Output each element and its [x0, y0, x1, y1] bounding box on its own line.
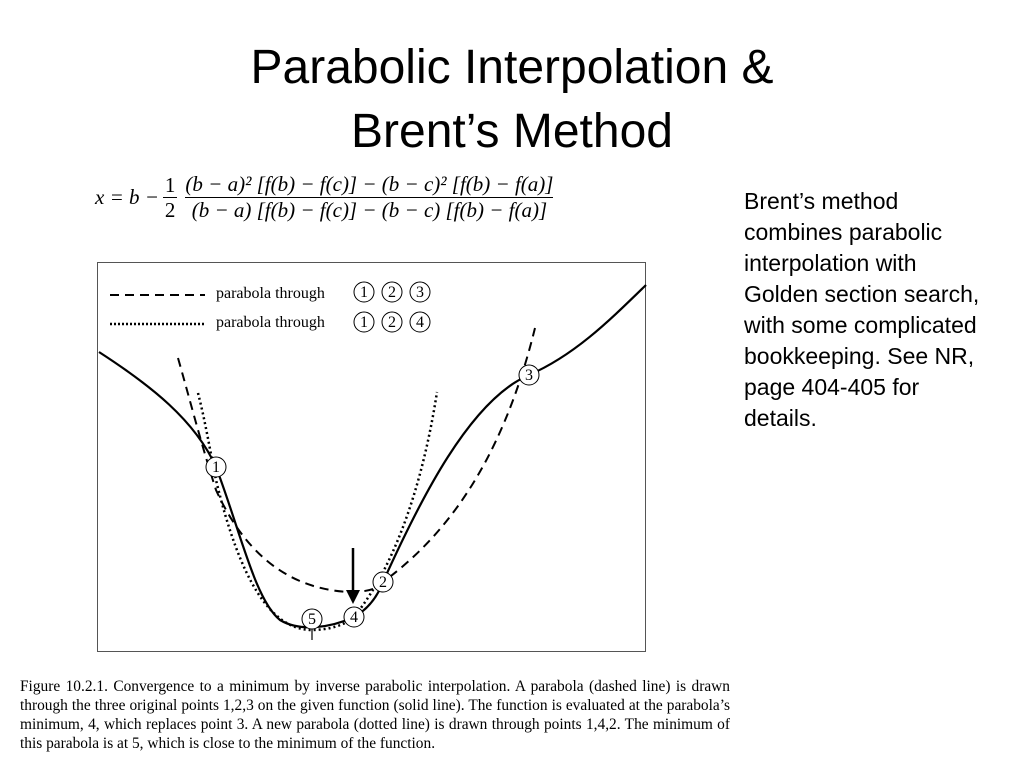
side-text: Brent’s method combines parabolic interpolation with Golden section search, with some complicated bookkeeping. See NR, page 404-405 for details.: [744, 188, 980, 431]
legend-1-point-1-label: 1: [360, 284, 368, 301]
point-3-label: 3: [525, 367, 533, 384]
formula-numerator: (b − a)² [f(b) − f(c)] − (b − c)² [f(b) − f(a)]: [185, 172, 554, 196]
formula-denominator: (b − a) [f(b) − f(c)] − (b − c) [f(b) − f(a)]: [191, 198, 548, 222]
legend-1-point-3-label: 3: [416, 284, 424, 301]
dotted-parabola: [198, 392, 437, 630]
legend-2-point-4-label: 4: [416, 314, 424, 331]
legend-1-point-2-label: 2: [388, 284, 396, 301]
legend-label-1: parabola through: [216, 285, 325, 302]
coef-denominator: 2: [164, 198, 176, 222]
point-5-label: 5: [308, 611, 316, 628]
title-line-1: Parabolic Interpolation &: [250, 41, 774, 94]
arrow-head-icon: [346, 590, 360, 604]
title-line-2: Brent’s Method: [351, 105, 673, 158]
figure-caption: Figure 10.2.1. Convergence to a minimum by inverse parabolic interpolation. A parabola (dashed line) is drawn through the three original points 1,2,3 on the given function (solid line). The function is evaluated at the parabola’s minimum, 4, which replaces point 3. A new parabola (dotted line) is drawn through points 1,4,2. The minimum of this parabola is at 5, which is close to the minimum of the function.: [20, 678, 730, 752]
legend-2-point-1-label: 1: [360, 314, 368, 331]
dashed-parabola: [178, 328, 535, 592]
coef-numerator: 1: [164, 173, 176, 197]
point-1-label: 1: [212, 459, 220, 476]
point-2-label: 2: [379, 574, 387, 591]
legend-2-point-2-label: 2: [388, 314, 396, 331]
function-curve: [99, 285, 646, 627]
formula-lhs: x = b −: [95, 185, 159, 209]
point-4-label: 4: [350, 609, 358, 626]
legend-label-2: parabola through: [216, 314, 325, 331]
